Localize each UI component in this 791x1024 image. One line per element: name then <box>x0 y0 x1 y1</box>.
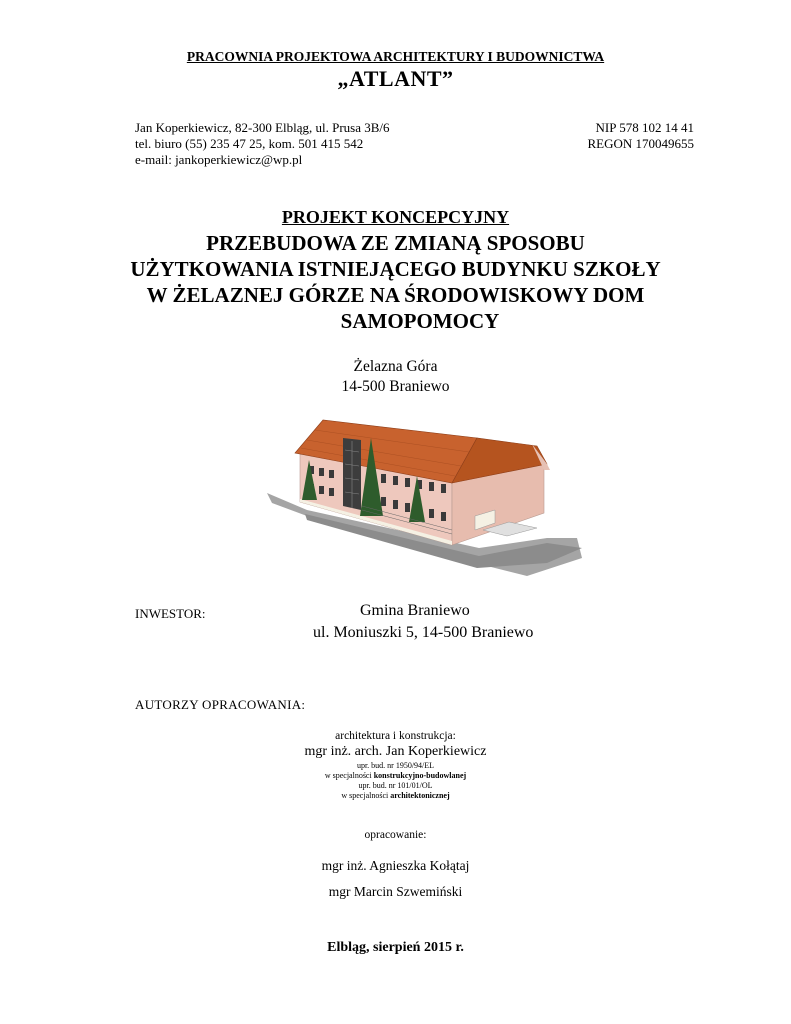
specialty-1 <box>0 771 791 781</box>
specialty-2 <box>0 791 791 801</box>
permit-number-2: upr. bud. nr 101/01/OL <box>358 781 433 790</box>
specialty-1-prefix: w specjalności <box>324 771 374 780</box>
firm-name: PRACOWNIA PROJEKTOWA ARCHITEKTURY I BUDOWNICTWA <box>186 49 605 64</box>
co-author-1: mgr inż. Agnieszka Kołątaj <box>321 858 470 873</box>
co-author-2: mgr Marcin Szwemiński <box>328 884 463 899</box>
project-title-line-4: SAMOPOMOCY <box>340 309 500 333</box>
prepared-by-label: opracowanie: <box>364 829 427 841</box>
tax-ids <box>560 120 694 152</box>
project-title-line-2: UŻYTKOWANIA ISTNIEJĄCEGO BUDYNKU SZKOŁY <box>130 257 661 281</box>
contact-phone: tel. biuro (55) 235 47 25, kom. 501 415 542 <box>135 136 364 151</box>
investor-name: Gmina Braniewo <box>360 602 470 619</box>
contact-address: Jan Koperkiewicz, 82-300 Elbląg, ul. Prusa 3B/6 <box>135 120 390 135</box>
architect-role: architektura i konstrukcja: <box>335 730 456 742</box>
nip-number: NIP 578 102 14 41 <box>595 120 694 135</box>
document-date: Elbląg, sierpień 2015 r. <box>327 940 464 955</box>
location-postal: 14-500 Braniewo <box>341 378 450 395</box>
contact-email: e-mail: jankoperkiewicz@wp.pl <box>135 152 303 167</box>
project-location <box>0 357 791 397</box>
specialty-2-value: architektonicznej <box>390 791 450 800</box>
project-title-line-3: W ŻELAZNEJ GÓRZE NA ŚRODOWISKOWY DOM <box>146 283 645 307</box>
investor-address: ul. Moniuszki 5, 14-500 Braniewo <box>313 624 534 641</box>
architect-name: mgr inż. arch. Jan Koperkiewicz <box>304 744 487 759</box>
project-type: PROJEKT KONCEPCYJNY <box>281 207 510 227</box>
building-rendering <box>247 398 592 588</box>
specialty-2-prefix: w specjalności <box>341 791 391 800</box>
contact-block <box>135 120 390 168</box>
permit-number-1: upr. bud. nr 1950/94/EL <box>356 761 435 770</box>
specialty-1-value: konstrukcyjno-budowlanej <box>373 771 467 780</box>
firm-brand: „ATLANT” <box>337 66 454 91</box>
investor-label: INWESTOR: <box>135 606 206 621</box>
regon-number: REGON 170049655 <box>587 136 694 151</box>
project-title-line-1: PRZEBUDOWA ZE ZMIANĄ SPOSOBU <box>206 231 585 255</box>
authors-label: AUTORZY OPRACOWANIA: <box>135 697 306 712</box>
location-place: Żelazna Góra <box>353 358 438 375</box>
